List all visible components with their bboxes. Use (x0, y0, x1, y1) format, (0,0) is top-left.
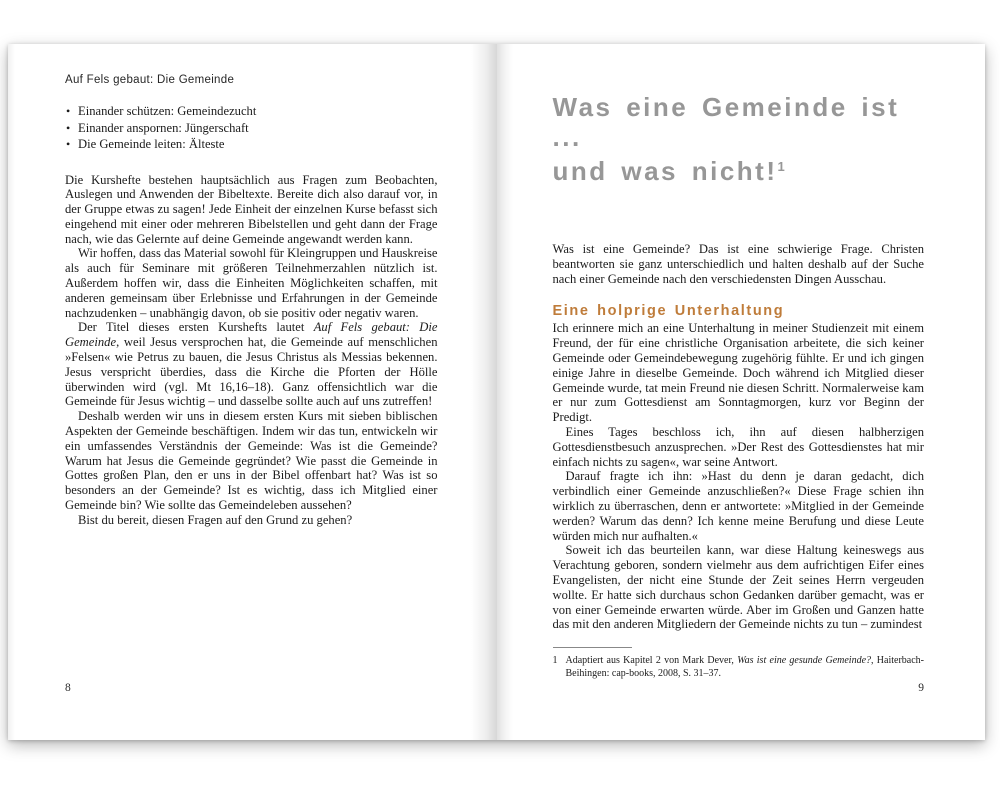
bullet-item (65, 120, 438, 137)
paragraph: Die Kurshefte bestehen hauptsächlich aus Fragen zum Beobachten, Auslegen und Anwenden der Bibeltexte. Bereite dich also darauf vor, in der Gruppe etwas zu sagen! Jede Einheit der einzelnen Kurse befasst sich eingehend mit einer oder mehreren Bibelstellen und geht dann der Frage nach, wie das Gelernte auf deine Gemeinde angewandt werden kann. (65, 172, 438, 246)
running-header: Auf Fels gebaut: Die Gemeinde (65, 74, 235, 86)
footnote-book-title-italic: Was ist eine gesunde Gemeinde? (737, 655, 872, 667)
page-left (8, 44, 497, 740)
paragraph: Ich erinnere mich an eine Unterhaltung in meiner Studienzeit mit einem Freund, der für eine christliche Organisation arbeitete, die sich keiner Gemeinde oder Gemeindebewegung zugehörig fühlte. Er und ich gingen einige Jahre in dieselbe Gemeinde. Doch während ich Mitglied dieser Gemeinde wurde, tat mein Freund nie diesen Schritt. Normalerweise kam er nur zum Gottesdienst am Sonntagmorgen, kurz vor Beginn der Predigt. (552, 321, 924, 425)
footnote-text: Adaptiert aus Kapitel 2 von Mark Dever, (565, 655, 738, 667)
page-number-right: 9 (918, 682, 924, 694)
footnote-separator (553, 647, 632, 648)
footnote-number: 1 (552, 655, 558, 667)
paragraph-text: Der Titel dieses ersten Kurshefts lautet (78, 320, 314, 335)
bullet-text: Einander anspornen: Jüngerschaft (78, 120, 249, 135)
bullet-item (65, 136, 438, 153)
bullet-item (65, 103, 438, 120)
paragraph: Bist du bereit, diesen Fragen auf den Grund zu gehen? (78, 512, 353, 527)
paragraph: Eines Tages beschloss ich, ihn auf diesen halbherzigen Gottesdienstbesuch anzusprechen. »Der Rest des Gottesdienstes hat mir einfach nichts zu sagen«, war seine Antwort. (552, 424, 924, 469)
paragraph: Deshalb werden wir uns in diesem ersten Kurs mit sieben biblischen Aspekten der Gemeinde beschäftigen. Indem wir das tun, entwickeln wir ein umfassendes Verständnis der Gemeinde: Was ist die Gemeinde? Warum hat Jesus die Gemeinde gegründet? Wie passt die Gemeinde in Gottes großen Plan, den er uns in der Bibel offenbart hat? Was ist so besonders an der Gemeinde? Ist es wichtig, dass ich Mitglied einer Gemeinde bin? Wie sollte das Gemeindeleben aussehen? (65, 409, 438, 513)
right-body-text (553, 321, 925, 632)
page-right (497, 44, 986, 740)
paragraph (65, 320, 438, 409)
chapter-title (553, 92, 925, 186)
paragraph-text: , weil Jesus versprochen hat, die Gemeinde auf menschlichen »Felsen« wie Petrus zu bauen, die Jesus Christus als Messias bekennen. Jesus verspricht überdies, dass die Kirche die Pforten der Hölle überwinden wird (vgl. Mt 16,16–18). Ganz offensichtlich war die Gemeinde für Jesus wichtig – und dasselbe sollte auch auf uns zutreffen! (65, 335, 438, 409)
chapter-title-line2 (553, 152, 925, 186)
left-body-text (65, 173, 438, 528)
bullet-glyph-icon: • (66, 137, 71, 151)
chapter-title-line1: Was eine Gemeinde ist ... (552, 92, 900, 152)
bullet-text: Die Gemeinde leiten: Älteste (78, 137, 225, 151)
bullet-list (65, 103, 438, 153)
book-spread (8, 44, 985, 740)
page-number-left: 8 (65, 682, 71, 694)
footnote-text: , Haiterbach-Beihingen: cap-books, 2008, S. 31–37. (565, 655, 925, 680)
bullet-glyph-icon: • (66, 104, 71, 118)
section-subheading: Eine holprige Unterhaltung (552, 303, 785, 320)
footnote-reference-marker: 1 (777, 159, 785, 174)
paragraph: Wir hoffen, dass das Material sowohl für Kleingruppen und Hauskreise als auch für Seminare mit größeren Teilnehmerzahlen nützlich ist. Außerdem hoffen wir, dass die Einheiten Möglichkeiten schaffen, mit anderen gemeinsam über Erlebnisse und Erfahrungen in der Gemeinde nachzudenken – unabhängig davon, ob sie positiv oder negativ waren. (65, 246, 438, 320)
bullet-glyph-icon: • (66, 120, 71, 135)
chapter-title-text: und was nicht! (552, 156, 778, 186)
paragraph: Darauf fragte ich ihn: »Hast du denn je daran gedacht, dich verbindlich einer Gemeinde anzuschließen?« Diese Frage schien ihn wirklich zu überraschen, denn er antwortete: »Mitglied in der Gemeinde werden? Warum das denn? Ich kenne meine Berufung und diese Leute würden mich nur aufhalten.« (552, 469, 924, 543)
book-title-italic: Auf Fels gebaut: Die Gemeinde (65, 320, 438, 350)
bullet-text: Einander schützen: Gemeindezucht (78, 104, 257, 118)
paragraph: Soweit ich das beurteilen kann, war diese Haltung keineswegs aus Verachtung geboren, sondern vielmehr aus dem aufrichtigen Eifer eines Evangelisten, der nicht eine Stunde der Zeit seines Herrn vergeuden wollte. Er hatte sich durchaus schon Gedanken darüber gemacht, was er von einer Gemeinde erwarten würde. Aber im Großen und Ganzen hatte das mit den anderen Mitgliedern der Gemeinde nichts zu tun – zumindest (552, 543, 924, 632)
intro-paragraph: Was ist eine Gemeinde? Das ist eine schwierige Frage. Christen beantworten sie ganz unterschiedlich und halten deshalb auf der Suche nach einer Gemeinde nach den verschiedensten Dingen Ausschau. (552, 242, 924, 286)
footnote (553, 654, 925, 680)
